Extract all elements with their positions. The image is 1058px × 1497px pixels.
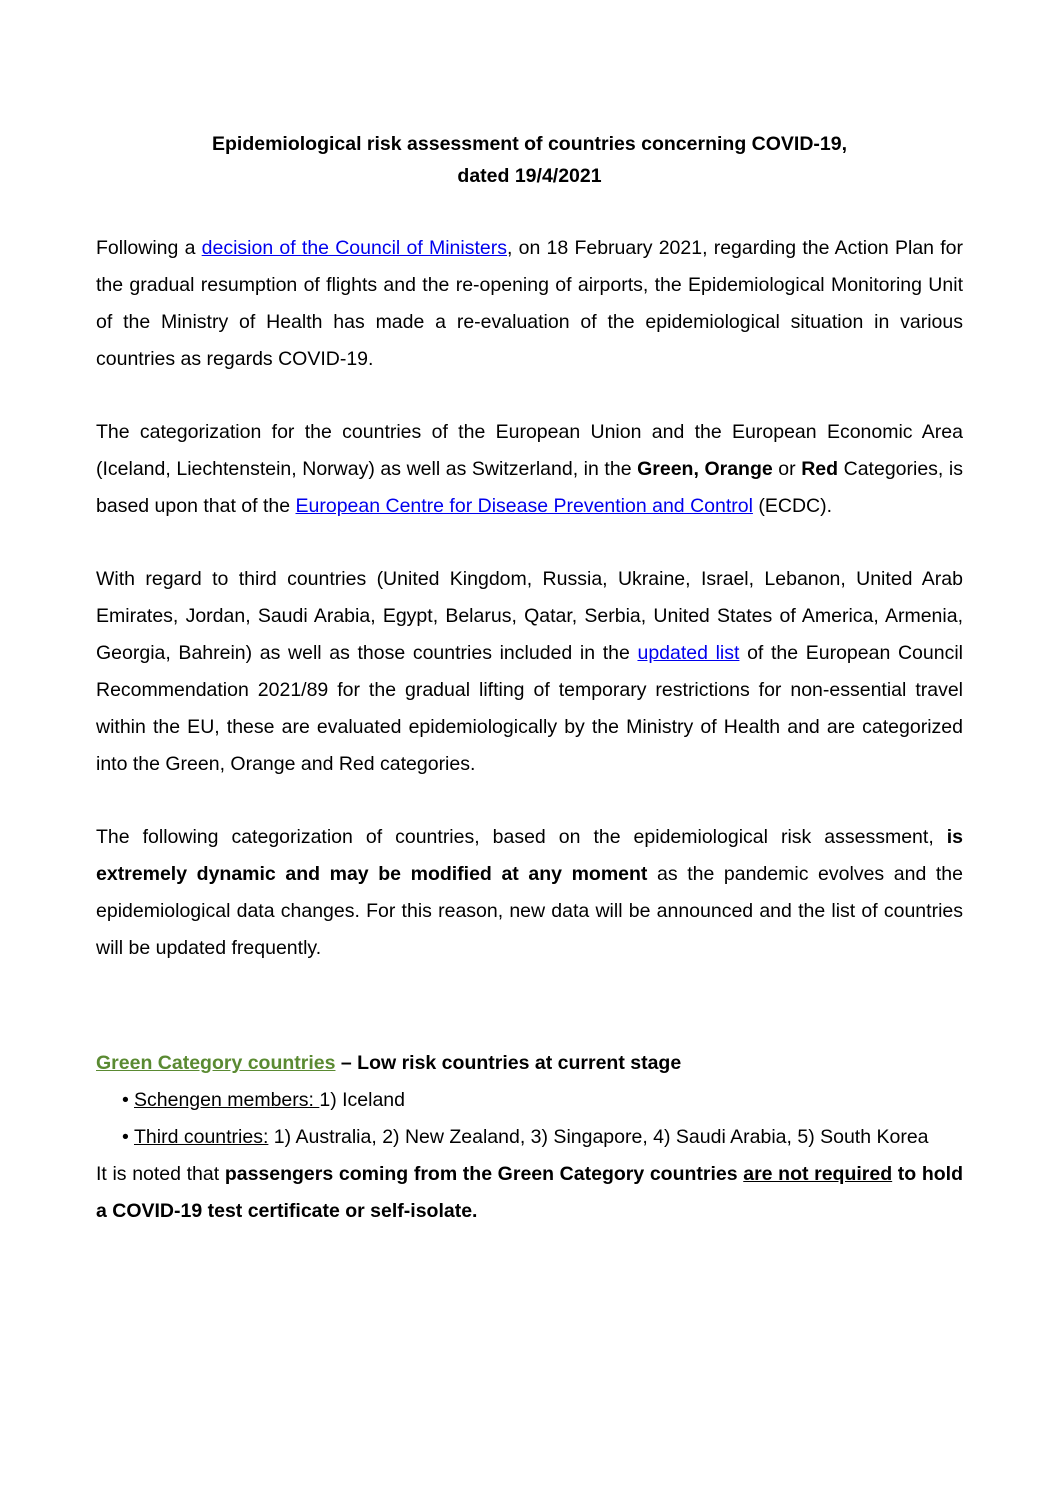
intro-text-1: Following a [96,237,202,259]
green-category-subtitle: – Low risk countries at current stage [335,1052,682,1074]
intro-text-2: , on 18 February 2021, regarding the Action Plan for the gradual resumption of flights and the re-opening of airports, the Epidemiological Monitoring Unit of the Ministry of Health has made a re-evaluation of the epidemiological situation in various countries as regards COVID-19. [96,237,963,370]
bullet-icon: • [122,1126,129,1148]
list-item-third-countries [122,1119,963,1156]
council-decision-link[interactable]: decision of the Council of Ministers [201,237,507,259]
red-bold: Red [801,458,839,480]
green-orange-bold: Green, Orange [637,458,773,480]
green-category-heading [96,1045,963,1082]
dynamic-text-1: The following categorization of countries, based on the epidemiological risk assessment, [96,826,947,848]
dynamic-bold: is extremely dynamic and may be modified at any moment [96,826,963,885]
document-body [96,128,963,1230]
dynamic-text-2: as the pandemic evolves and the epidemiological data changes. For this reason, new data will be announced and the list of countries will be updated frequently. [96,863,963,959]
categorization-text-2: or [772,458,802,480]
paragraph-intro [96,230,963,378]
paragraph-categorization [96,414,963,525]
schengen-label: Schengen members: [134,1089,320,1111]
list-item-schengen [122,1082,963,1119]
green-category-link[interactable]: Green Category countries [96,1052,336,1074]
title-line-2: dated 19/4/2021 [457,165,602,187]
green-category-list [96,1082,963,1156]
categorization-text-4: (ECDC). [752,495,833,517]
title-line-1: Epidemiological risk assessment of countries concerning COVID-19, [211,133,848,155]
note-bold-underlined: are not required [743,1163,893,1185]
categorization-text-3: Categories, is based upon that of the [96,458,963,517]
document-title [96,128,963,192]
ecdc-link[interactable]: European Centre for Disease Prevention and Control [295,495,753,517]
third-countries-text-1: With regard to third countries (United Kingdom, Russia, Ukraine, Israel, Lebanon, United Arab Emirates, Jordan, Saudi Arabia, Egypt, Belarus, Qatar, Serbia, United States of America, Armenia, Georgia, Bahrein) as well as those countries included in the [96,568,963,664]
note-text-1: It is noted that [96,1163,225,1185]
third-countries-list: 1) Australia, 2) New Zealand, 3) Singapore, 4) Saudi Arabia, 5) South Korea [268,1126,929,1148]
paragraph-dynamic-notice [96,819,963,967]
updated-list-link[interactable]: updated list [637,642,740,664]
note-bold-2: to hold a COVID-19 test certificate or self-isolate. [96,1163,963,1222]
schengen-countries: 1) Iceland [319,1089,405,1111]
bullet-icon: • [122,1089,129,1111]
categorization-text-1: The categorization for the countries of the European Union and the European Economic Area (Iceland, Liechtenstein, Norway) as well as Switzerland, in the [96,421,963,480]
green-category-note [96,1156,963,1230]
third-countries-label: Third countries: [134,1126,269,1148]
paragraph-third-countries [96,561,963,783]
third-countries-text-2: of the European Council Recommendation 2021/89 for the gradual lifting of temporary restrictions for non-essential travel within the EU, these are evaluated epidemiologically by the Ministry of Health and are categorized into the Green, Orange and Red categories. [96,642,963,775]
note-bold-1: passengers coming from the Green Category countries [224,1163,744,1185]
